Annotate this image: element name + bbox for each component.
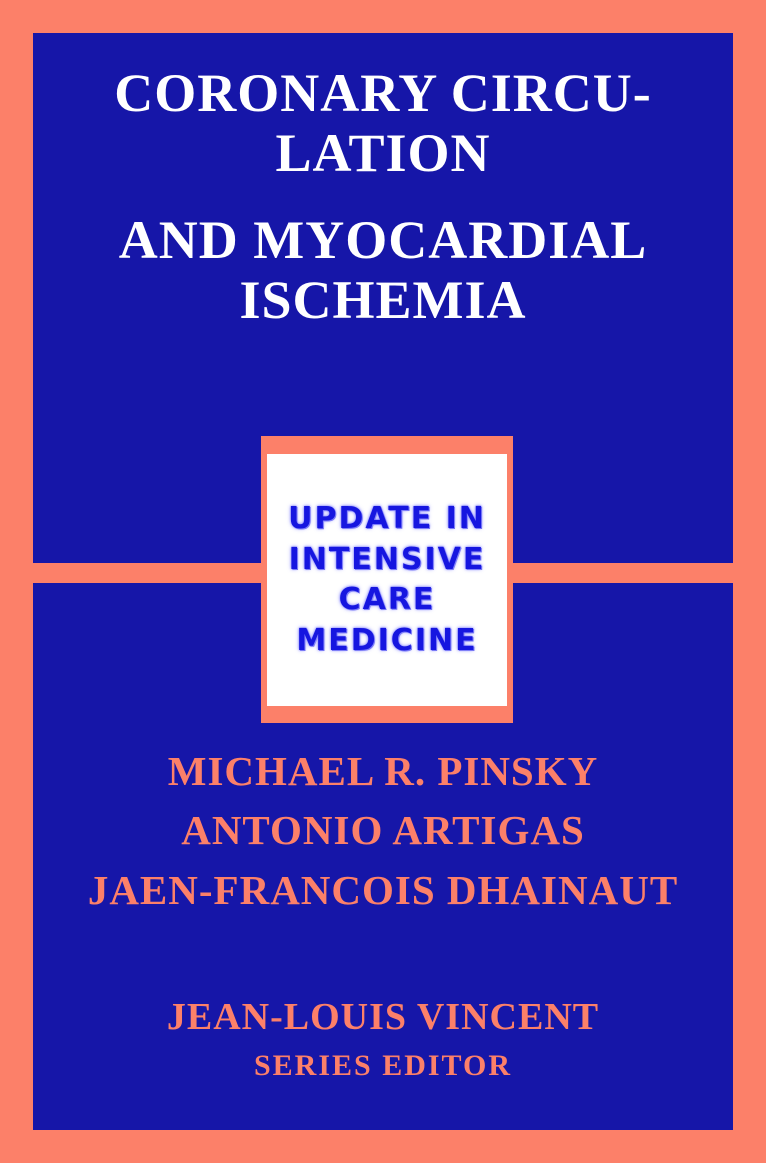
- author-2: ANTONIO ARTIGAS: [181, 807, 585, 854]
- series-line-3: CARE: [338, 582, 436, 617]
- author-list: [33, 742, 733, 920]
- book-title: [33, 63, 733, 331]
- series-badge: [261, 436, 513, 723]
- series-line-1: UPDATE IN: [288, 501, 486, 536]
- series-line-2: INTENSIVE: [288, 541, 486, 577]
- author-1: MICHAEL R. PINSKY: [167, 748, 599, 794]
- title-line-4: ISCHEMIA: [239, 270, 527, 331]
- series-editor-block: [33, 995, 733, 1083]
- title-line-3: AND MYOCARDIAL: [118, 209, 648, 270]
- author-3: JAEN-FRANCOIS DHAINAUT: [87, 866, 679, 913]
- series-line-4: MEDICINE: [296, 622, 478, 658]
- title-line-1: CORONARY CIRCU-: [114, 63, 652, 123]
- title-line-2: LATION: [275, 123, 491, 184]
- series-editor-name: JEAN-LOUIS VINCENT: [166, 996, 600, 1038]
- series-editor-role: SERIES EDITOR: [253, 1049, 513, 1082]
- series-badge-inner: [267, 454, 507, 706]
